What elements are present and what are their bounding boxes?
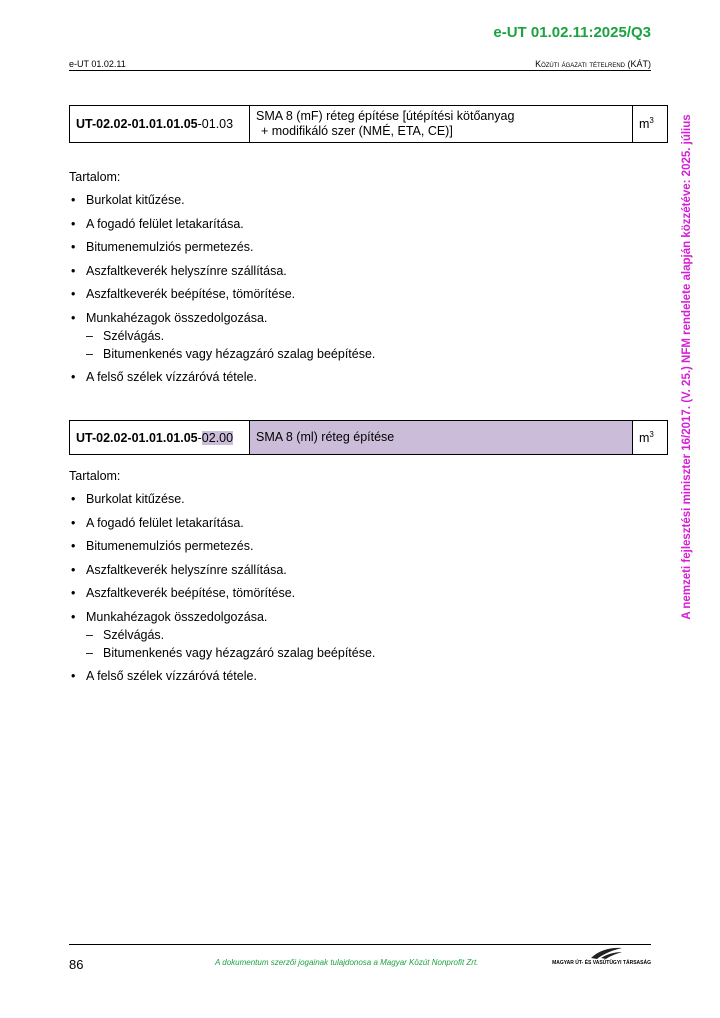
- list-item: • A felső szélek vízzáróvá tétele.: [69, 370, 375, 385]
- publisher-logo: [552, 946, 651, 968]
- header-divider: [69, 70, 651, 71]
- list-item-text: Munkahézagok összedolgozása.: [86, 609, 268, 624]
- page-number: 86: [69, 957, 84, 972]
- item-code: [70, 106, 250, 143]
- sub-list-item: – Bitumenkenés vagy hézagzáró szalag beépítése.: [86, 347, 375, 362]
- header-right: Közúti ágazati tételrend (KÁT): [535, 59, 651, 69]
- item-code-main: UT-02.02-01.01.01.05: [76, 430, 198, 445]
- unit-exponent: 3: [649, 429, 654, 439]
- list-item: • Burkolat kitűzése.: [69, 492, 375, 507]
- item-content-1: [69, 170, 375, 394]
- list-item-text: Munkahézagok összedolgozása.: [86, 310, 268, 325]
- side-note: [679, 100, 695, 634]
- header-left: e-UT 01.02.11: [69, 59, 126, 69]
- unit-base: m: [639, 117, 650, 132]
- document-code: e-UT 01.02.11:2025/Q3: [493, 24, 651, 41]
- item-code: [70, 421, 250, 455]
- list-item: • Aszfaltkeverék beépítése, tömörítése.: [69, 287, 375, 302]
- item-code-suffix: -: [197, 430, 202, 445]
- list-item: [69, 311, 375, 362]
- list-item: • Aszfaltkeverék helyszínre szállítása.: [69, 264, 375, 279]
- road-swoosh-icon: [589, 946, 623, 960]
- copyright-note: A dokumentum szerzői jogainak tulajdonosa a Magyar Közút Nonprofit Zrt.: [215, 958, 479, 967]
- item-unit: [633, 106, 668, 143]
- list-item: • Bitumenemulziós permetezés.: [69, 240, 375, 255]
- item-code-suffix-highlight: 02.00: [201, 430, 234, 445]
- item-title: SMA 8 (ml) réteg építése: [250, 421, 633, 455]
- item-code-suffix: -01.03: [197, 117, 234, 131]
- logo-text: MAGYAR ÚT- ÉS VASÚTÜGYI TÁRSASÁG: [552, 960, 651, 966]
- sub-list-item: – Bitumenkenés vagy hézagzáró szalag beépítése.: [86, 646, 375, 661]
- item-unit: [633, 421, 668, 455]
- list-item: • Aszfaltkeverék beépítése, tömörítése.: [69, 586, 375, 601]
- list-item: • A felső szélek vízzáróvá tétele.: [69, 669, 375, 684]
- list-item: • Aszfaltkeverék helyszínre szállítása.: [69, 563, 375, 578]
- item-title-line-2: + modifikáló szer (NMÉ, ETA, CE)]: [261, 124, 453, 138]
- item-title-line-1: SMA 8 (mF) réteg építése [útépítési kötőanyag: [256, 109, 515, 123]
- content-heading: Tartalom:: [69, 170, 121, 184]
- list-item: [69, 610, 375, 661]
- sub-list-item: – Szélvágás.: [86, 329, 375, 344]
- list-item: • Burkolat kitűzése.: [69, 193, 375, 208]
- unit-exponent: 3: [649, 116, 654, 126]
- item-content-2: [69, 469, 375, 693]
- sub-list-item: – Szélvágás.: [86, 628, 375, 643]
- footer-divider: [69, 944, 651, 945]
- item-table-1: [69, 105, 668, 143]
- list-item: • A fogadó felület letakarítása.: [69, 516, 375, 531]
- item-code-main: UT-02.02-01.01.01.05: [76, 117, 198, 131]
- item-table-2: [69, 420, 668, 455]
- side-note-text: A nemzeti fejlesztési miniszter 16/2017. (V. 25.) NFM rendelete alapján közzétéve: 2025. július: [681, 114, 693, 620]
- item-title: [250, 106, 633, 143]
- list-item: • Bitumenemulziós permetezés.: [69, 539, 375, 554]
- content-heading: Tartalom:: [69, 469, 121, 483]
- unit-base: m: [639, 431, 650, 446]
- list-item: • A fogadó felület letakarítása.: [69, 217, 375, 232]
